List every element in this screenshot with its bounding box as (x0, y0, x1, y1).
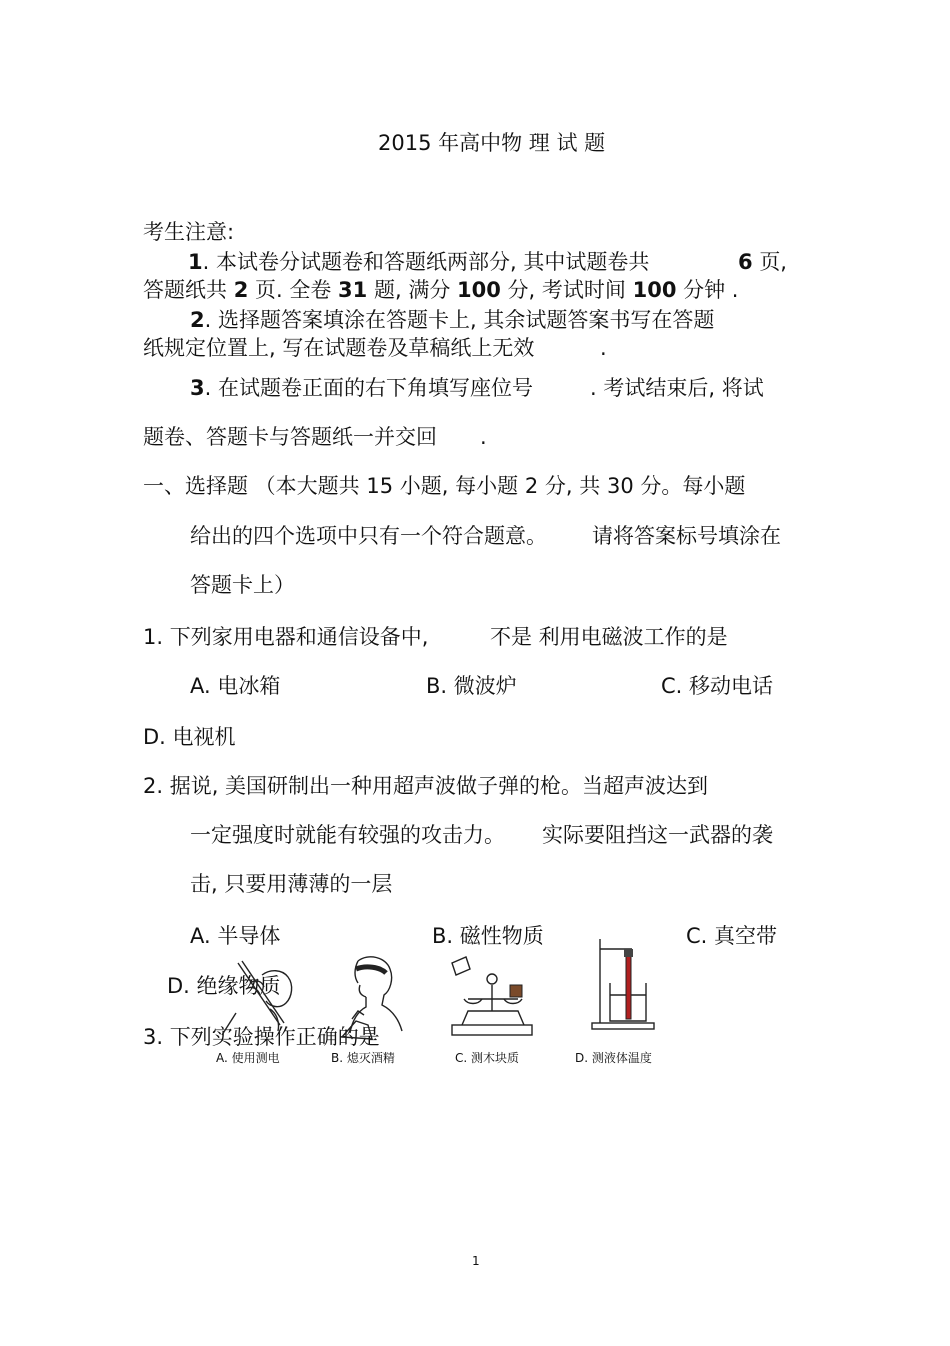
notice-item-2-line-2: 纸规定位置上, 写在试题卷及草稿纸上无效 (143, 336, 535, 360)
q2-stem-line-2b: 实际要阻挡这一武器的袭 (542, 823, 773, 847)
notice-item-3-dot: . (480, 425, 487, 449)
notice-item-1-line-1 (188, 249, 649, 275)
balance-figure (448, 955, 538, 1040)
number: 100 (632, 278, 677, 302)
figure-caption-b: B. 熄灭酒精 (331, 1051, 395, 1065)
alcohol-lamp-figure (336, 955, 406, 1045)
q2-option-c: C. 真空带 (686, 924, 778, 948)
text: 一、选择题 （本大题共 (143, 474, 360, 498)
number: 2 (524, 474, 539, 498)
q2-option-d: D. 绝缘物质 (167, 974, 281, 998)
notice-item-3-line-2: 题卷、答题卡与答题纸一并交回 (143, 425, 437, 449)
text: . 选择题答案填涂在答题卡上, 其余试题答案书写在答题 (204, 308, 715, 332)
q2-option-a: A. 半导体 (190, 924, 281, 948)
q1-stem-b: 不是 利用电磁波工作的是 (490, 625, 728, 649)
q3-stem: 3. 下列实验操作正确的是 (143, 1025, 380, 1049)
q1-option-a: A. 电冰箱 (190, 674, 281, 698)
q1-option-d: D. 电视机 (143, 725, 236, 749)
notice-item-2-line-1 (190, 307, 714, 333)
page-title: 2015 年高中物 理 试 题 (378, 131, 606, 155)
section-1-line-1 (143, 473, 745, 499)
text: 小题, 每小题 (399, 474, 519, 498)
item-number: 1 (188, 250, 203, 274)
number: 15 (366, 474, 394, 498)
number: 31 (338, 278, 368, 302)
figure-caption-c: C. 测木块质 (455, 1051, 520, 1065)
q2-stem-line-1: 2. 据说, 美国研制出一种用超声波做子弹的枪。当超声波达到 (143, 774, 709, 798)
number: 2 (233, 278, 249, 302)
number: 100 (457, 278, 501, 302)
text: 页, (759, 250, 787, 274)
item-number: 3 (190, 376, 205, 400)
notice-item-3-line-1 (190, 375, 533, 401)
text: . 本试卷分试题卷和答题纸两部分, 其中试题卷共 (202, 250, 650, 274)
section-1-line-2a: 给出的四个选项中只有一个符合题意。 (190, 524, 547, 548)
item-number: 2 (190, 308, 205, 332)
notice-item-3-line-1b: . 考试结束后, 将试 (590, 376, 764, 400)
number: 6 (738, 250, 753, 274)
notice-heading: 考生注意: (143, 220, 235, 244)
page-number: 1 (472, 1254, 480, 1268)
test-pen-figure (210, 955, 300, 1045)
text: . 在试题卷正面的右下角填写座位号 (204, 376, 533, 400)
figure-caption-a: A. 使用测电 (216, 1051, 280, 1065)
q1-option-c: C. 移动电话 (661, 674, 774, 698)
text: 分, 共 (544, 474, 601, 498)
text: 答题纸共 (143, 278, 227, 302)
text: 分。每小题 (640, 474, 746, 498)
q2-stem-line-3: 击, 只要用薄薄的一层 (190, 872, 393, 896)
q1-stem-a: 1. 下列家用电器和通信设备中, (143, 625, 429, 649)
text: 题, 满分 (373, 278, 451, 302)
q1-option-b: B. 微波炉 (426, 674, 517, 698)
text: 分钟 . (683, 278, 739, 302)
q2-stem-line-2a: 一定强度时就能有较强的攻击力。 (190, 823, 505, 847)
thermometer-figure (590, 935, 660, 1030)
number: 30 (606, 474, 634, 498)
text: 页. 全卷 (255, 278, 332, 302)
notice-item-2-dot: . (600, 336, 607, 360)
section-1-line-2b: 请将答案标号填涂在 (592, 524, 781, 548)
text: 分, 考试时间 (507, 278, 626, 302)
figure-caption-d: D. 测液体温度 (575, 1051, 652, 1065)
notice-item-1-line-2 (143, 277, 738, 303)
notice-item-1-pages (738, 249, 787, 275)
section-1-line-3: 答题卡上） (190, 573, 295, 597)
q2-option-b: B. 磁性物质 (432, 924, 544, 948)
